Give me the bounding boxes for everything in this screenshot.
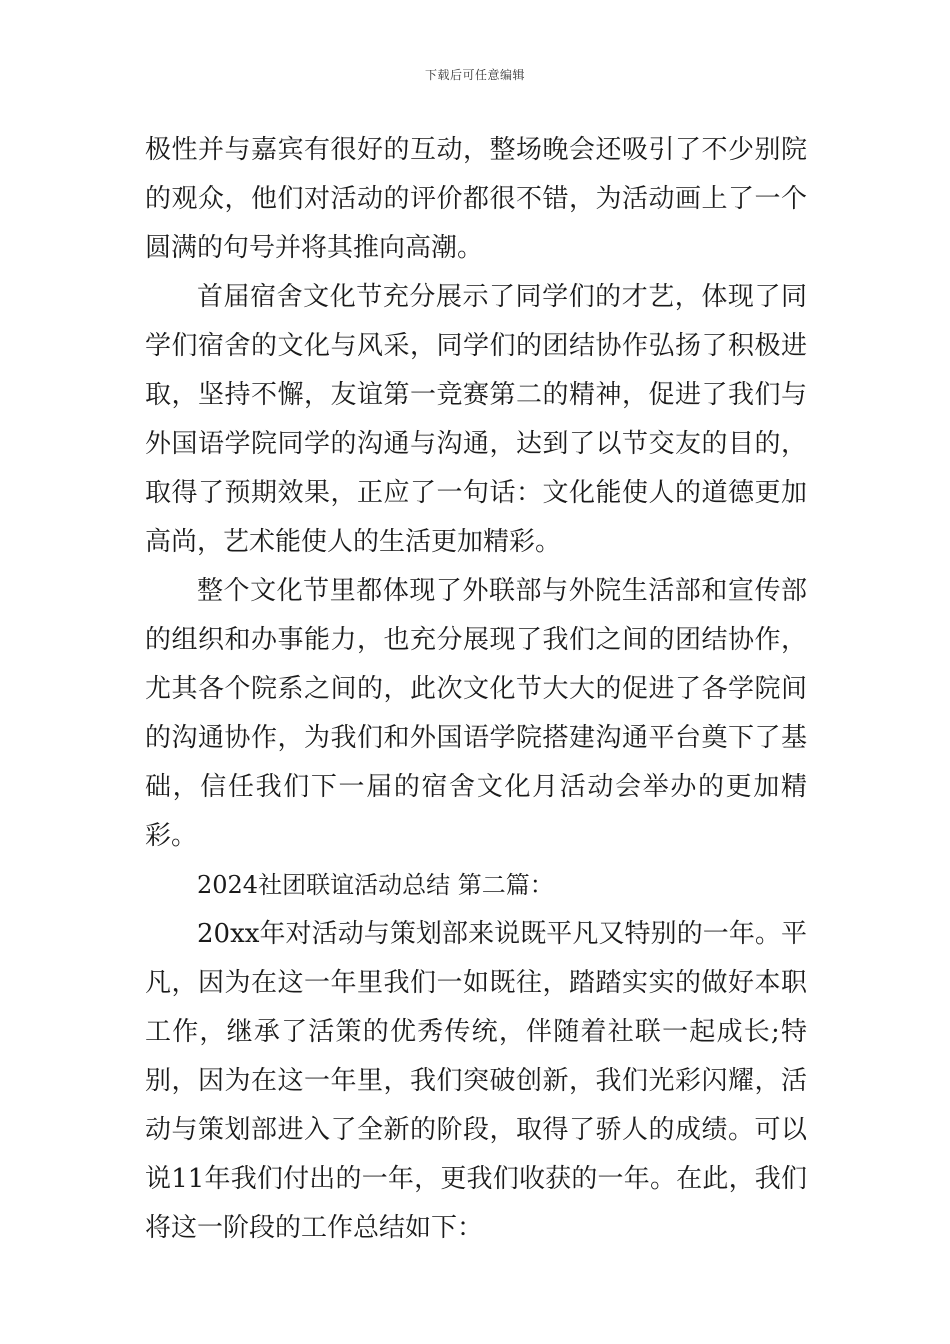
paragraph-continuation: 极性并与嘉宾有很好的互动，整场晚会还吸引了不少别院的观众，他们对活动的评价都很不错，为活动画上了一个圆满的句号并将其推向高潮。 — [145, 135, 807, 263]
paragraph-cooperation: 整个文化节里都体现了外联部与外院生活部和宣传部的组织和办事能力，也充分展现了我们之间的团结协作，尤其各个院系之间的，此次文化节大大的促进了各学院间的沟通协作，为我们和外国语学院搭建沟通平台奠下了基础，信任我们下一届的宿舍文化月活动会举办的更加精彩。 — [145, 576, 807, 851]
section-heading: 2024社团联谊活动总结 第二篇： — [197, 871, 554, 899]
paragraph-annual-review: 20xx年对活动与策划部来说既平凡又特别的一年。平凡，因为在这一年里我们一如既往，踏踏实实的做好本职工作，继承了活策的优秀传统，伴随着社联一起成长;特别，因为在这一年里，我们突破创新，我们光彩闪耀，活动与策划部进入了全新的阶段，取得了骄人的成绩。可以说11年我们付出的一年，更我们收获的一年。在此，我们将这一阶段的工作总结如下： — [145, 919, 807, 1243]
paragraph-dorm-festival-summary: 首届宿舍文化节充分展示了同学们的才艺，体现了同学们宿舍的文化与风采，同学们的团结协作弘扬了积极进取，坚持不懈，友谊第一竞赛第二的精神，促进了我们与外国语学院同学的沟通与沟通，达到了以节交友的目的，取得了预期效果，正应了一句话：文化能使人的道德更加高尚，艺术能使人的生活更加精彩。 — [145, 282, 807, 557]
document-body — [145, 126, 807, 1253]
page-header-note: 下载后可任意编辑 — [424, 68, 525, 82]
